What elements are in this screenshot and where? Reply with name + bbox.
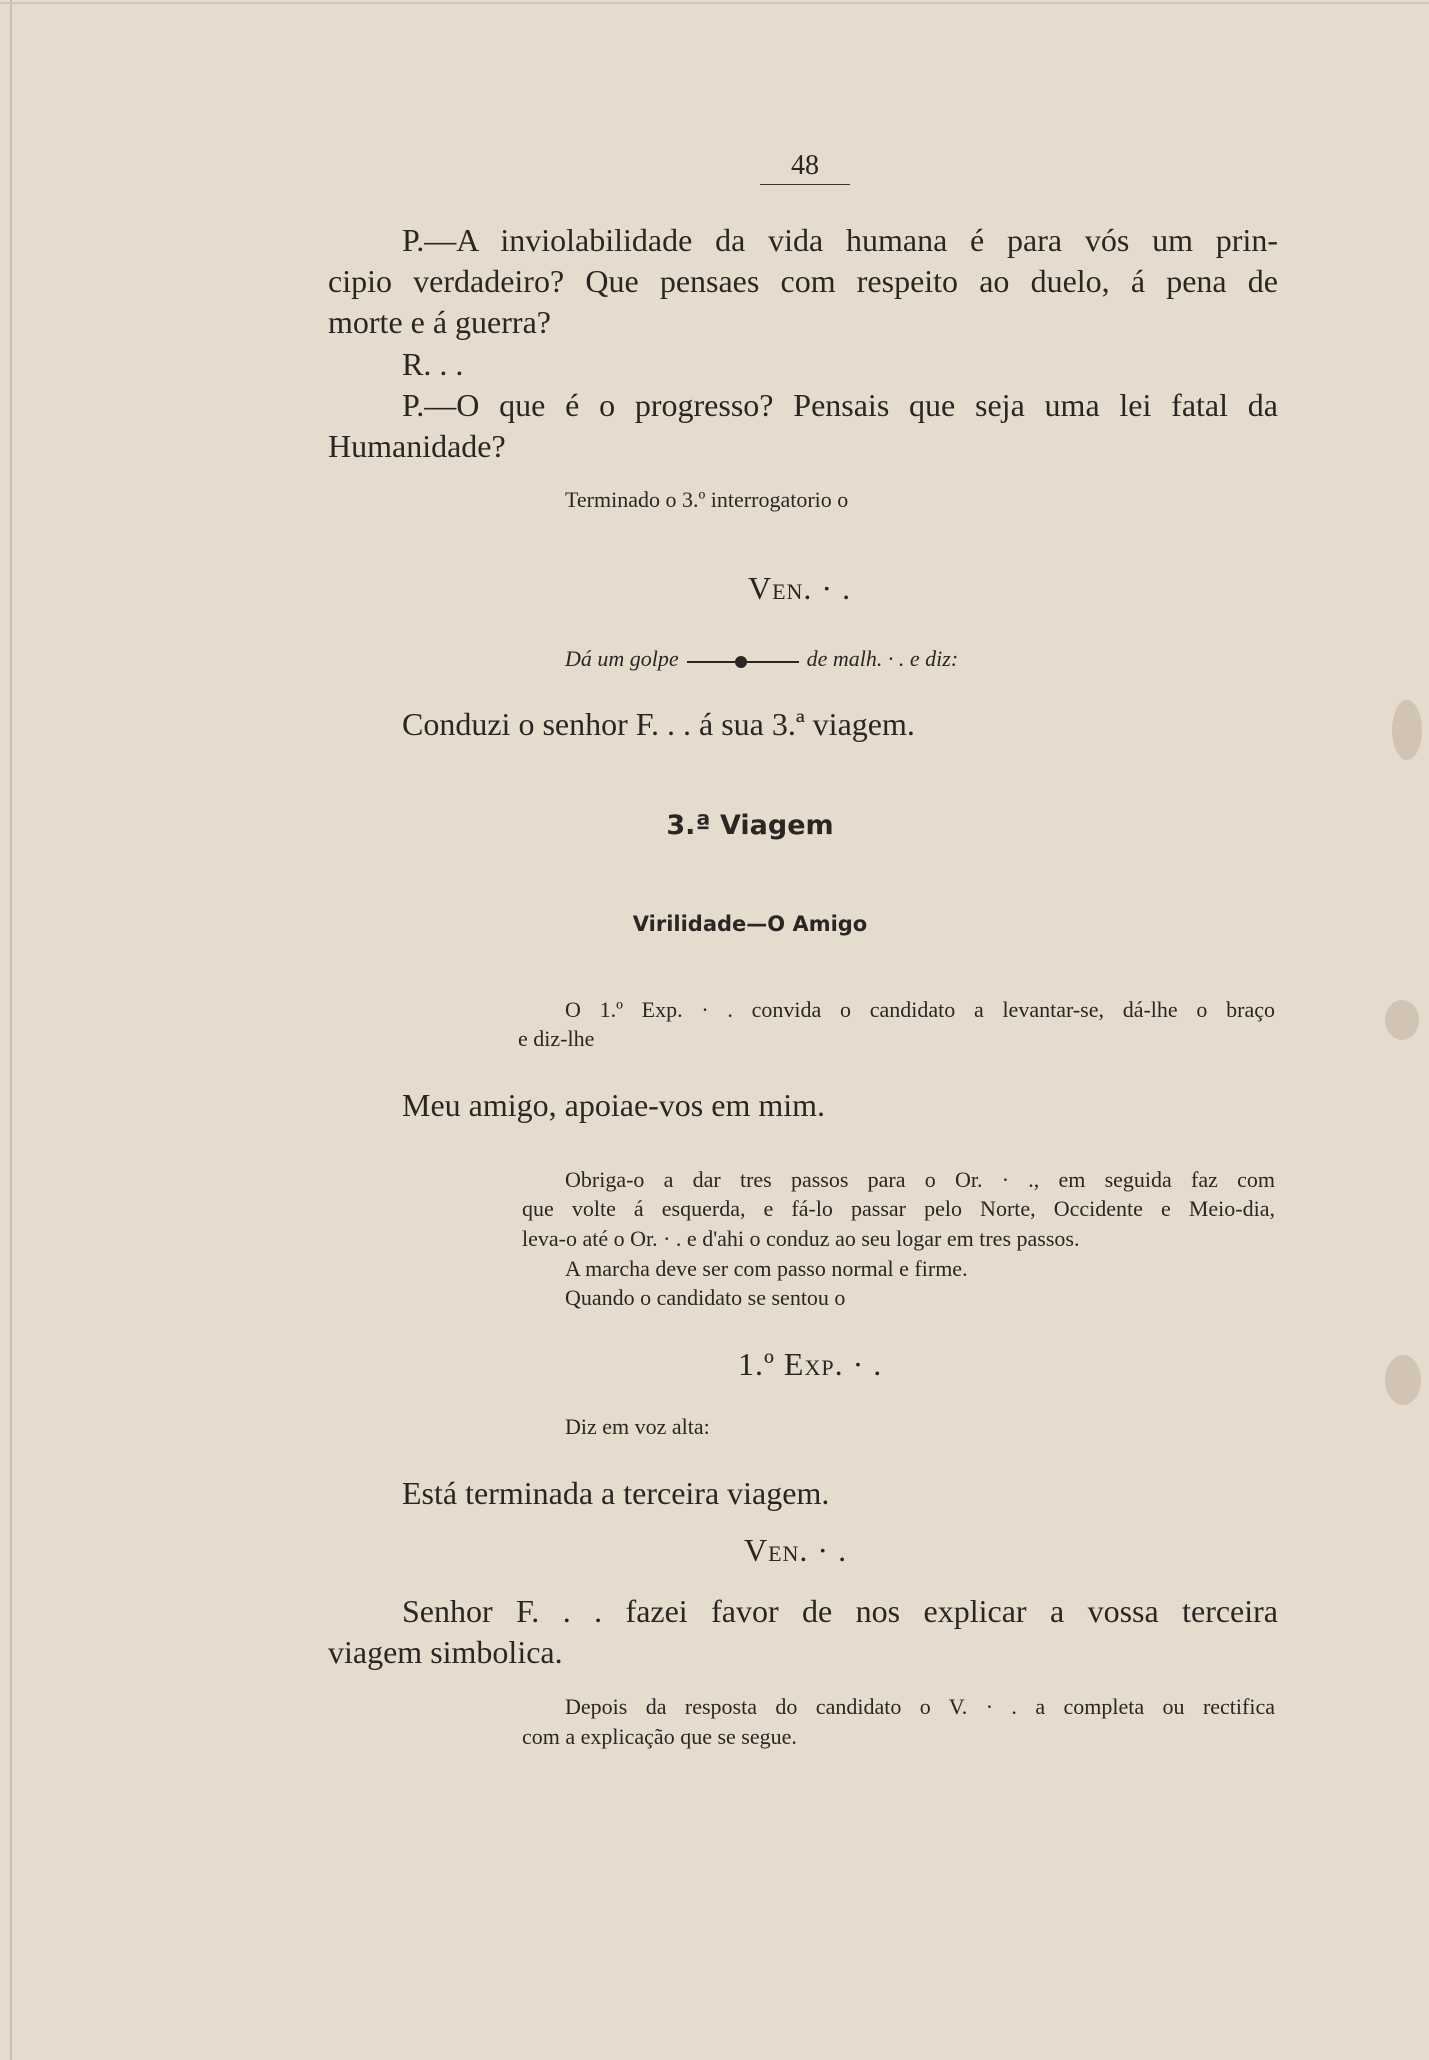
paper-stain — [1385, 1355, 1421, 1405]
page-edge-top — [0, 2, 1429, 4]
golpe-text-left: Dá um golpe — [565, 646, 679, 671]
stage-direction: O 1.º Exp. · . convida o candidato a levantar-se, dá-lhe o braço — [565, 997, 1275, 1022]
spoken-line: viagem simbolica. — [328, 1634, 563, 1670]
spoken-line: Senhor F. . . fazei favor de nos explicar a vossa terceira — [402, 1593, 1278, 1629]
stage-direction: Depois da resposta do candidato o V. · . a completa ou rectifica — [565, 1694, 1275, 1719]
conduzi-line: Conduzi o senhor F. . . á sua 3.ª viagem. — [402, 706, 915, 742]
stage-direction: com a explicação que se segue. — [522, 1724, 797, 1749]
answer-placeholder: R. . . — [402, 346, 464, 382]
question-line: P.—A inviolabilidade da vida humana é para vós um prin- — [402, 222, 1278, 258]
question-line: P.—O que é o progresso? Pensais que seja uma lei fatal da — [402, 387, 1278, 423]
stage-direction: leva-o até o Or. · . e d'ahi o conduz ao seu logar em tres passos. — [522, 1226, 1080, 1251]
page-number: 48 — [760, 150, 850, 185]
speaker-exp: 1.º Exp. · . — [738, 1346, 883, 1382]
golpe-line — [565, 646, 1125, 672]
stage-direction: Quando o candidato se sentou o — [565, 1285, 846, 1310]
speaker-ven: Ven. · . — [748, 570, 852, 606]
page-edge — [10, 0, 12, 2060]
spoken-line: Está terminada a terceira viagem. — [402, 1475, 830, 1511]
stage-direction: que volte á esquerda, e fá-lo passar pelo Norte, Occidente e Meio-dia, — [522, 1196, 1275, 1221]
stage-direction: Terminado o 3.º interrogatorio o — [565, 487, 849, 512]
question-line: morte e á guerra? — [328, 304, 551, 340]
question-line: Humanidade? — [328, 428, 506, 464]
section-subtitle: Virilidade—O Amigo — [632, 912, 868, 936]
golpe-text-right: de malh. · . e diz: — [806, 646, 959, 671]
mallet-stroke-icon — [687, 661, 799, 663]
stage-direction: Diz em voz alta: — [565, 1414, 710, 1439]
stage-direction: Obriga-o a dar tres passos para o Or. · ., em seguida faz com — [565, 1167, 1275, 1192]
speaker-ven: Ven. · . — [744, 1532, 848, 1568]
section-title: 3.ª Viagem — [666, 810, 834, 841]
paper-stain — [1385, 1000, 1419, 1040]
paper-stain — [1392, 700, 1422, 760]
question-line: cipio verdadeiro? Que pensaes com respeito ao duelo, á pena de — [328, 263, 1278, 299]
stage-direction: A marcha deve ser com passo normal e firme. — [565, 1256, 968, 1281]
stage-direction: e diz-lhe — [518, 1026, 595, 1051]
spoken-line: Meu amigo, apoiae-vos em mim. — [402, 1087, 826, 1123]
